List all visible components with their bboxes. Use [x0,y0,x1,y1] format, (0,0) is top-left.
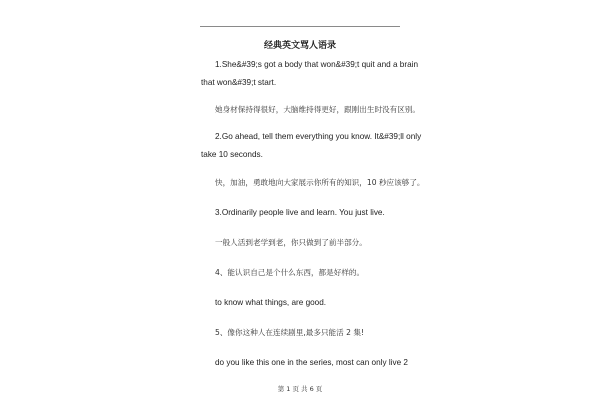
paragraph-2-line-1: 她身材保持得很好，大脑维持得更好，跟刚出生时没有区别。 [215,105,421,114]
paragraph-9 [215,324,415,342]
paragraph-8-line-1: to know what things, are good. [215,298,327,307]
paragraph-5-line-1: 3.Ordinarily people live and learn. You just live. [215,208,385,217]
paragraph-3-line-2: take 10 seconds. [201,150,263,159]
paragraph-8 [215,294,415,312]
paragraph-1-line-2: that won&#39;t start. [201,78,277,87]
paragraph-3-line-1: 2.Go ahead, tell them everything you know. It&#39;ll only [215,132,422,141]
paragraph-7-line-1: 4、能认识自己是个什么东西，都是好样的。 [215,268,365,277]
paragraph-6 [215,234,415,252]
paragraph-10-line-1: do you like this one in the series, most can only live 2 [215,358,408,367]
paragraph-3 [201,128,422,164]
paragraph-1-line-1: 1.She&#39;s got a body that won&#39;t quit and a brain [215,60,419,69]
paragraph-1 [201,56,419,92]
page-footer: 第 1 页 共 6 页 [277,385,323,393]
paragraph-4 [215,174,425,192]
paragraph-10 [215,354,415,372]
paragraph-2 [215,101,421,119]
document-title: 经典英文骂人语录 [263,41,336,51]
paragraph-5 [215,204,415,222]
paragraph-7 [215,264,415,282]
paragraph-4-line-1: 快，加油，勇敢地向大家展示你所有的知识，10 秒应该够了。 [215,178,425,187]
paragraph-6-line-1: 一般人活到老学到老，你只做到了前半部分。 [215,238,367,247]
paragraph-9-line-1: 5、像你这种人在连续剧里,最多只能活 2 集! [215,328,365,337]
header-rule [200,26,400,27]
